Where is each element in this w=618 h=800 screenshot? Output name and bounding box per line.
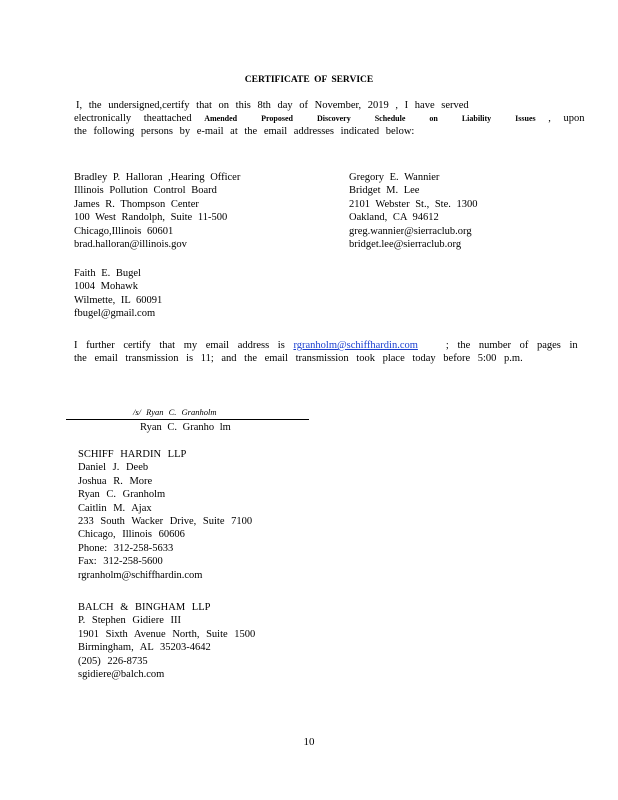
certify-line-1-start: I further certify that my email address is [74, 340, 285, 351]
firm-email: rgranholm@schiffhardin.com [78, 569, 203, 581]
certify-paragraph [74, 339, 578, 365]
firm-phone: (205) 226-8735 [78, 655, 148, 667]
signatory-name: Ryan C. Granho lm [140, 422, 231, 433]
recipient-left-line: James R. Thompson Center [74, 198, 199, 210]
firm-line: Birmingham, AL 35203-4642 [78, 642, 211, 654]
recipient-third [74, 267, 162, 321]
electronic-signature: /s/ Ryan C. Granholm [133, 407, 217, 417]
firm-line: Joshua R. More [78, 475, 153, 487]
certify-line-1-end: ; the number of pages in [445, 340, 578, 351]
recipient-left-line: Illinois Pollution Control Board [74, 185, 217, 197]
email-link[interactable]: rgranholm@schiffhardin.com [293, 340, 418, 351]
intro-line-1: I, the undersigned,certify that on this 8th day of November, 2019 , I have served [76, 100, 469, 111]
firm-line: 233 South Wacker Drive, Suite 7100 [78, 516, 253, 528]
recipient-left-line: 100 West Randolph, Suite 11-500 [74, 212, 228, 224]
firm-line: Caitlin M. Ajax [78, 502, 152, 514]
firm-line: 1901 Sixth Avenue North, Suite 1500 [78, 628, 256, 640]
recipient-right-line: Bridget M. Lee [349, 185, 420, 197]
recipient-right-line: Gregory E. Wannier [349, 172, 440, 183]
firm-balch-bingham [78, 601, 255, 681]
firm-phone: Phone: 312-258-5633 [78, 542, 174, 554]
firm-name: BALCH & BINGHAM LLP [78, 602, 211, 613]
firm-line: Chicago, Illinois 60606 [78, 529, 185, 541]
recipient-third-line: Wilmette, IL 60091 [74, 294, 163, 306]
intro-line-2-end: , upon [548, 113, 585, 124]
recipient-right-email: greg.wannier@sierraclub.org [349, 225, 472, 237]
page-number: 10 [303, 736, 315, 748]
firm-name: SCHIFF HARDIN LLP [78, 449, 187, 460]
recipient-left-line: Chicago,Illinois 60601 [74, 225, 174, 237]
signature-line [66, 419, 309, 420]
recipient-third-email: fbugel@gmail.com [74, 308, 156, 320]
recipient-left-line: Bradley P. Halloran ,Hearing Officer [74, 172, 241, 183]
intro-line-2-start: electronically theattached [74, 113, 192, 124]
firm-line: Daniel J. Deeb [78, 462, 149, 474]
certify-line-1 [74, 339, 578, 352]
recipient-third-line: 1004 Mohawk [74, 281, 138, 293]
intro-paragraph [74, 99, 585, 138]
recipient-right-line: 2101 Webster St., Ste. 1300 [349, 198, 478, 210]
recipient-left-email: brad.halloran@illinois.gov [74, 239, 187, 251]
recipient-right-line: Oakland, CA 94612 [349, 212, 439, 224]
firm-line: Ryan C. Granholm [78, 489, 166, 501]
recipient-right [349, 171, 478, 251]
recipient-left [74, 171, 240, 251]
firm-fax: Fax: 312-258-5600 [78, 556, 163, 568]
firm-email: sgidiere@balch.com [78, 669, 165, 681]
intro-line-2 [74, 112, 585, 125]
certify-line-2: the email transmission is 11; and the email transmission took place today before 5:00 p.m. [74, 353, 523, 364]
intro-line-3: the following persons by e-mail at the email addresses indicated below: [74, 126, 415, 137]
page-title: CERTIFICATE OF SERVICE [244, 75, 374, 85]
firm-schiff-hardin [78, 448, 252, 582]
firm-line: P. Stephen Gidiere III [78, 615, 181, 627]
recipient-right-email: bridget.lee@sierraclub.org [349, 239, 462, 251]
document-title: Amended Proposed Discovery Schedule on Liability Issues [204, 114, 536, 123]
recipient-third-line: Faith E. Bugel [74, 268, 141, 279]
